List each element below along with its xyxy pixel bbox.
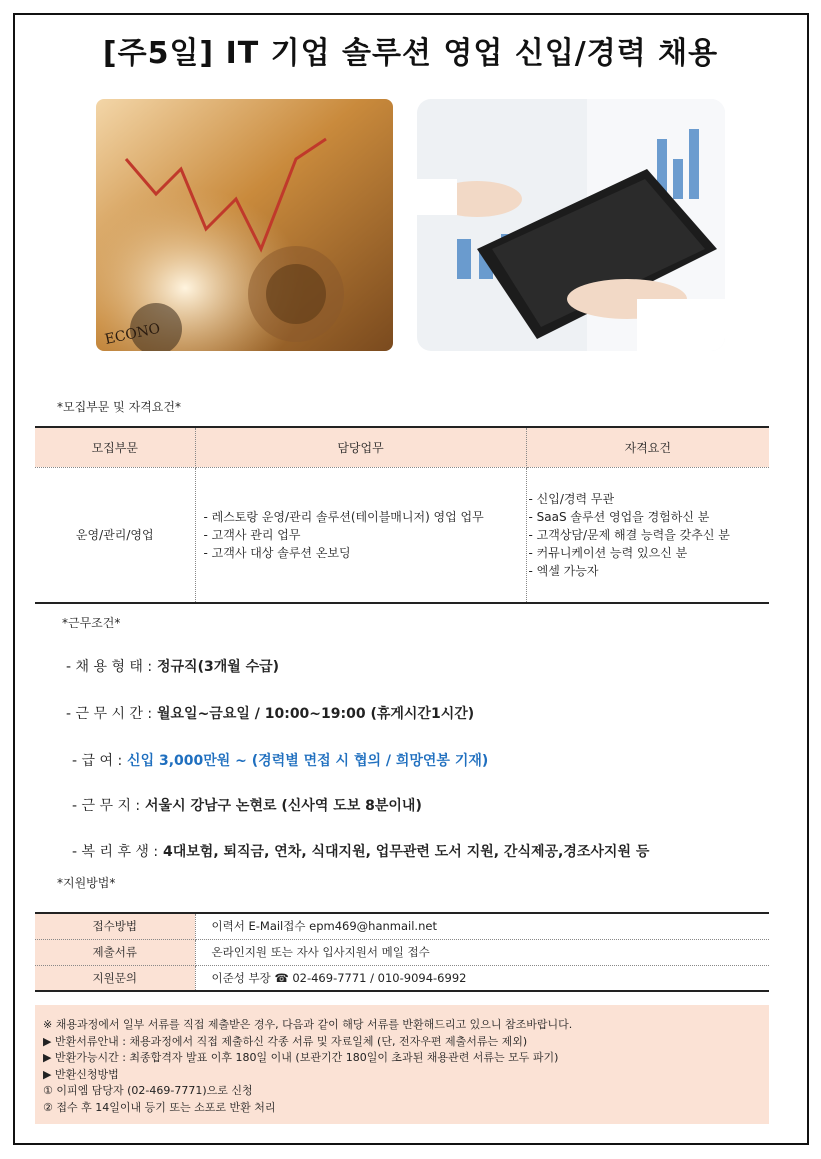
notice-line: ※ 채용과정에서 일부 서류를 직접 제출받은 경우, 다음과 같이 해당 서류를 반환해드리고 있으니 참조바랍니다. — [43, 1018, 573, 1031]
work-hours-row — [66, 703, 474, 723]
apply-section-label: *지원방법* — [57, 876, 116, 890]
welfare-value: 4대보험, 퇴직금, 연차, 식대지원, 업무관련 도서 지원, 간식제공,경조사지원 등 — [163, 844, 650, 860]
tablet-chart-image — [417, 99, 725, 351]
header-duties: 담당업무 — [195, 427, 526, 467]
qualification-item: - SaaS 솔루션 영업을 경험하신 분 — [528, 509, 710, 524]
notice-line: ▶ 반환가능시간 : 최종합격자 발표 이후 180일 이내 (보관기간 180일이 초과된 채용관련 서류는 모두 파기) — [43, 1051, 559, 1064]
notice-line: ▶ 반환서류안내 : 채용과정에서 직접 제출하신 각종 서류 및 자료일체 (단, 전자우편 제출서류는 제외) — [43, 1034, 528, 1048]
welfare-label: - 복 리 후 생 : — [72, 844, 159, 860]
employment-type-label: - 채 용 형 태 : — [66, 659, 153, 675]
duty-item: - 고객사 대상 솔루션 온보딩 — [203, 545, 351, 560]
document-return-notice — [35, 1005, 769, 1124]
work-hours-label: - 근 무 시 간 : — [66, 706, 153, 722]
recruit-section-label: *모집부문 및 자격요건* — [57, 400, 181, 414]
apply-documents-value: 온라인지원 또는 자사 입사지원서 메일 접수 — [195, 939, 769, 965]
apply-contact-value: 이준성 부장 ☎ 02-469-7771 / 010-9094-6992 — [195, 965, 769, 991]
employment-type-value: 정규직(3개월 수급) — [157, 659, 280, 675]
svg-text:ECONO: ECONO — [103, 320, 162, 348]
duty-item: - 레스토랑 운영/관리 솔루션(테이블매니저) 영업 업무 — [203, 509, 484, 524]
department-cell: 운영/관리/영업 — [35, 467, 195, 603]
apply-row-method — [35, 913, 769, 939]
qualification-item: - 커뮤니케이션 능력 있으신 분 — [528, 545, 688, 560]
duty-item: - 고객사 관리 업무 — [203, 527, 301, 542]
welfare-row — [72, 841, 649, 861]
location-row — [72, 795, 422, 815]
apply-method-value: 이력서 E-Mail접수 epm469@hanmail.net — [195, 913, 769, 939]
header-department: 모집부문 — [35, 427, 195, 467]
conditions-section-label: *근무조건* — [62, 616, 121, 630]
header-qualifications: 자격요건 — [526, 427, 769, 467]
notice-line: ① 이피엠 담당자 (02-469-7771)으로 신청 — [43, 1084, 253, 1097]
recruit-header-row — [35, 427, 769, 467]
notice-line: ② 접수 후 14일이내 등기 또는 소포로 반환 처리 — [43, 1100, 276, 1114]
apply-documents-key: 제출서류 — [35, 939, 195, 965]
qualification-item: - 고객상담/문제 해결 능력을 갖추신 분 — [528, 527, 730, 542]
notice-line: ▶ 반환신청방법 — [43, 1067, 119, 1081]
economy-collage-image — [96, 99, 393, 351]
page-title: [주5일] IT 기업 솔루션 영업 신입/경력 채용 — [102, 36, 719, 71]
apply-method-key: 접수방법 — [35, 913, 195, 939]
qualification-item: - 엑셀 가능자 — [528, 563, 599, 578]
recruit-table — [35, 426, 769, 604]
qualifications-cell — [526, 467, 769, 603]
apply-row-documents — [35, 939, 769, 965]
salary-row — [72, 750, 488, 770]
employment-type-row — [66, 656, 279, 676]
qualification-item: - 신입/경력 무관 — [528, 491, 615, 506]
apply-table — [35, 912, 769, 992]
location-value: 서울시 강남구 논현로 (신사역 도보 8분이내) — [145, 798, 422, 814]
apply-contact-key: 지원문의 — [35, 965, 195, 991]
apply-row-contact — [35, 965, 769, 991]
location-label: - 근 무 지 : — [72, 798, 141, 814]
duties-cell — [195, 467, 526, 603]
salary-value: 신입 3,000만원 ~ (경력별 면접 시 협의 / 희망연봉 기재) — [127, 753, 489, 769]
salary-label: - 급 여 : — [72, 753, 123, 769]
recruit-data-row — [35, 467, 769, 603]
work-hours-value: 월요일~금요일 / 10:00~19:00 (휴게시간1시간) — [157, 706, 475, 722]
